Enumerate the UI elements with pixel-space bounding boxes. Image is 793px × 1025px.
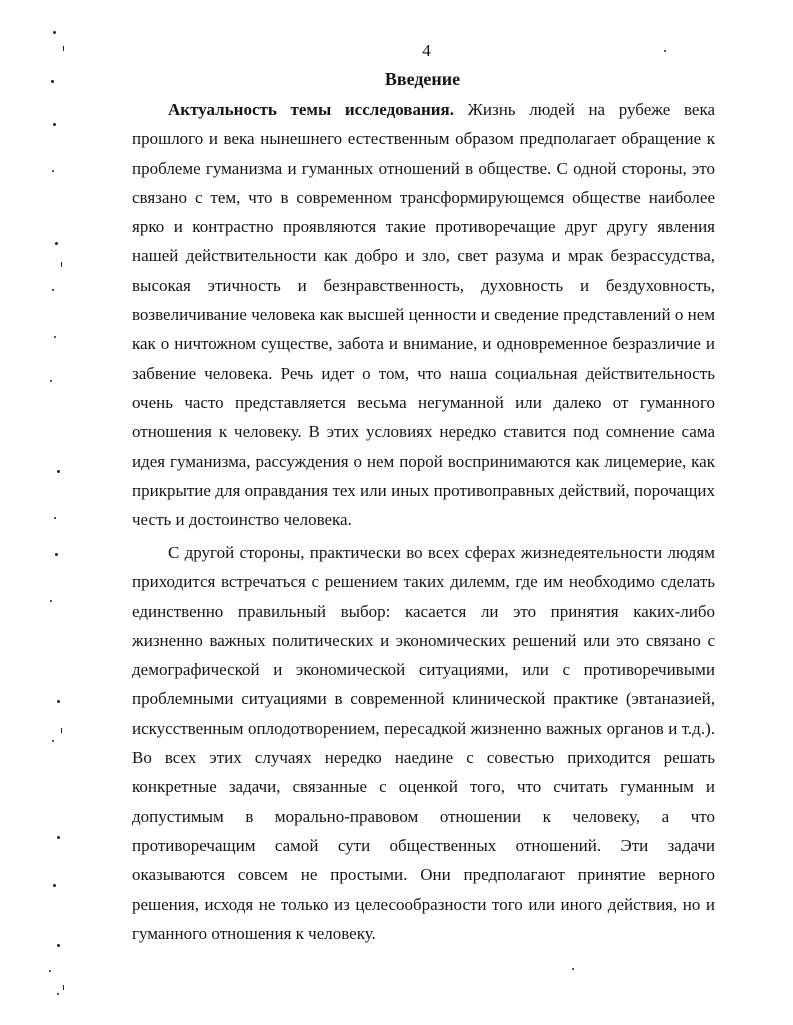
scan-speck [57,470,60,473]
scan-speck [54,336,56,338]
scan-speck [55,242,58,245]
scan-speck [53,884,56,887]
scan-speck [664,50,666,52]
scan-speck [53,31,56,34]
scan-speck [52,740,54,742]
scan-speck [51,80,54,83]
paragraph-body: С другой стороны, практически во всех сферах жизнедеятельности людям приходится встречаться с решением таких дилемм, где им необходимо сделать единственно правильный выбор: касается ли это принятия каких-либо жизненно важных политических и экономических решений или это связано с демографической и экономической ситуациями, или с противоречивыми проблемными ситуациями в современной клинической практике (эвтаназией, искусственным оплодотворением, пересадкой жизненно важных органов и т.д.). Во всех этих случаях нередко наедине с совестью приходится решать конкретные задачи, связанные с оценкой того, что считать гуманным и допустимым в морально-правовом отношении к человеку, а что противоречащим самой сути общественных отношений. Эти задачи оказываются совсем не простыми. Они предполагают принятие верного решения, исходя не только из целесообразности того или иного действия, но и гуманного отношения к человеку. [132,543,715,943]
scan-speck [61,262,62,267]
scan-speck [50,380,52,382]
scan-speck [63,46,64,51]
paragraph-relevance [132,95,715,534]
scan-speck [52,170,54,172]
page-title: Введение [384,69,461,89]
scan-speck [572,968,574,970]
scan-speck [55,553,58,556]
scan-speck [61,728,62,733]
scan-speck [57,836,60,839]
scan-speck [53,123,56,126]
scan-speck [57,944,60,947]
scan-speck [63,985,64,990]
paragraph-dilemmas [132,538,715,948]
scan-speck [50,600,52,602]
paragraph-lead: Актуальность темы исследования. [168,100,455,119]
scan-speck [54,517,56,519]
page-number: 4 [422,41,431,60]
scan-speck [49,970,51,972]
scan-speck [52,289,54,291]
paragraph-body: Жизнь людей на рубеже века прошлого и века нынешнего естественным образом предполагает обращение к проблеме гуманизма и гуманных отношений в обществе. С одной стороны, это связано с тем, что в современном трансформирующемся обществе наиболее ярко и контрастно проявляются такие противоречащие друг другу явления нашей действительности как добро и зло, свет разума и мрак безрассудства, высокая этичность и безнравственность, духовность и бездуховность, возвеличивание человека как высшей ценности и сведение представлений о нем как о ничтожном существе, забота и внимание, и одновременное безразличие и забвение человека. Речь идет о том, что наша социальная действительность очень часто представляется весьма негуманной или далеко от гуманного отношения к человеку. В этих условиях нередко ставится под сомнение сама идея гуманизма, рассуждения о нем порой воспринимаются как лицемерие, как прикрытие для оправдания тех или иных противоправных действий, порочащих честь и достоинство человека. [132,100,716,530]
scan-speck [57,700,60,703]
scan-speck [57,993,59,995]
